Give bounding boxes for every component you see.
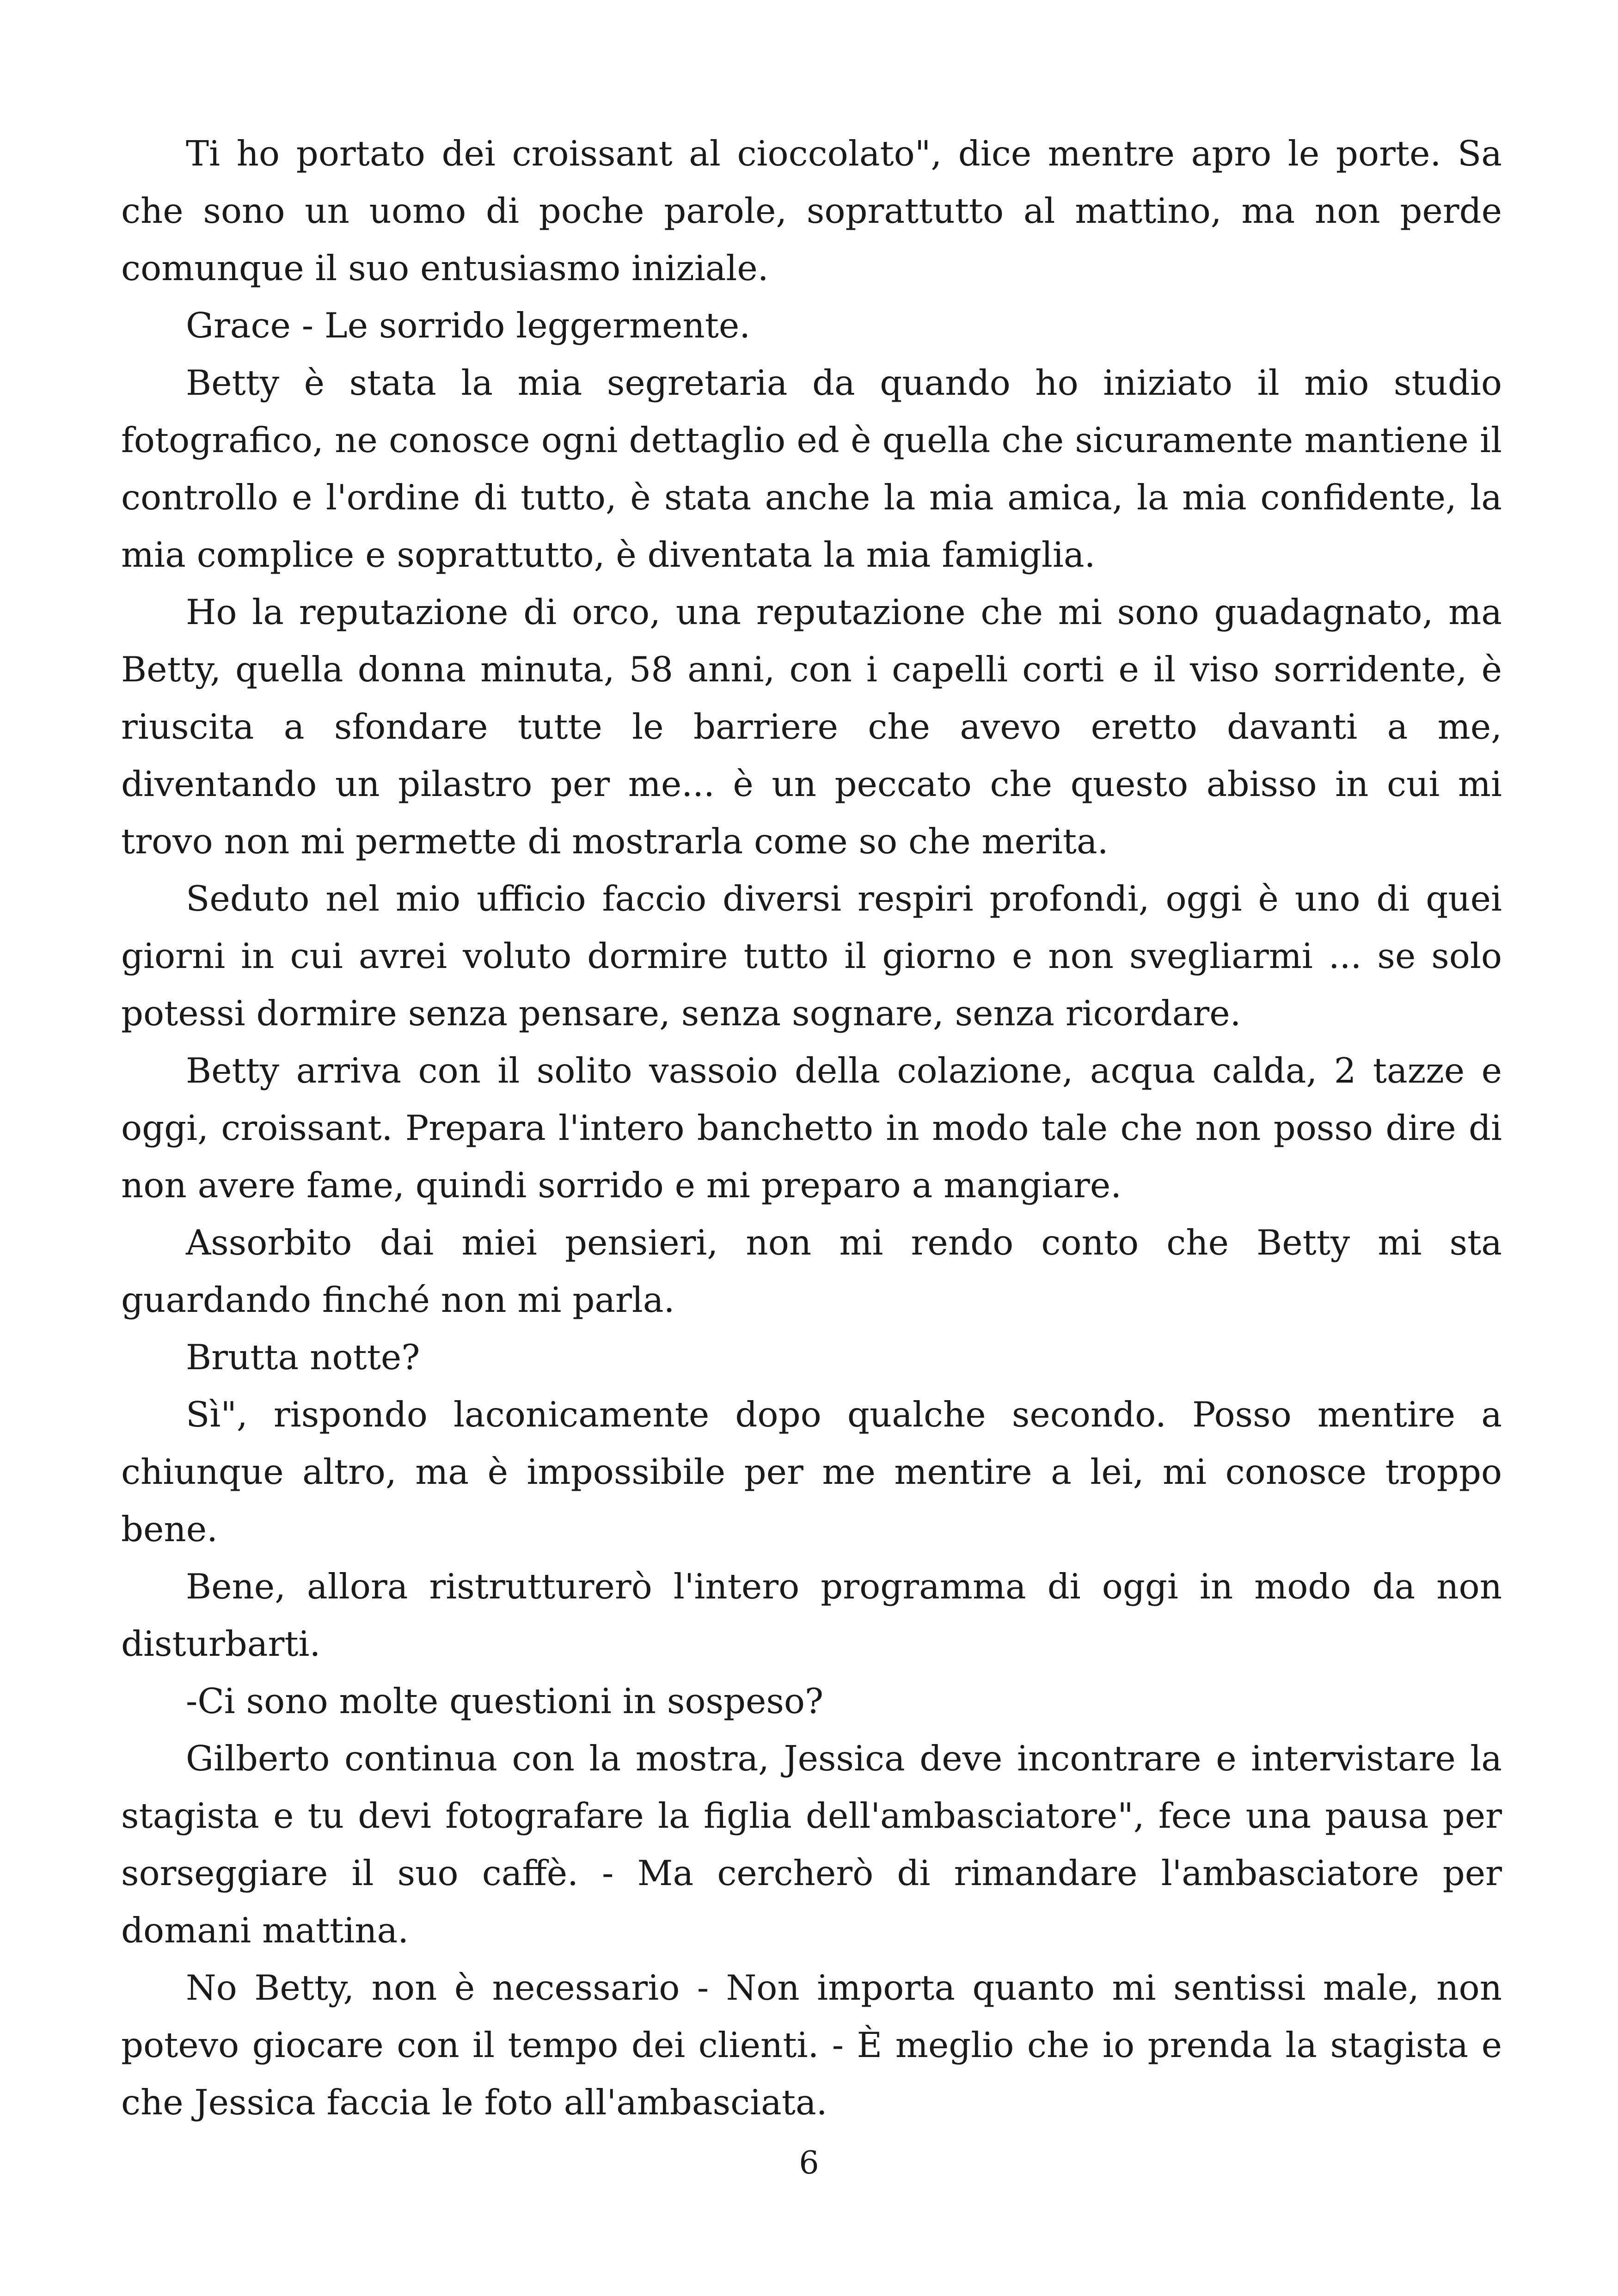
paragraph: Seduto nel mio ufficio faccio diversi respiri profondi, oggi è uno di quei giorni in cui avrei voluto dormire tutto il giorno e non svegliarmi ... se solo potessi dormire senza pensare, senza sognare, senza ricordare. — [121, 878, 1502, 1034]
paragraph: Betty arriva con il solito vassoio della colazione, acqua calda, 2 tazze e oggi, croissant. Prepara l'intero banchetto in modo tale che non posso dire di non avere fame, quindi sorrido e mi preparo a mangiare. — [121, 1050, 1502, 1206]
paragraph: Bene, allora ristrutturerò l'intero programma di oggi in modo da non disturbarti. — [121, 1566, 1502, 1664]
page-number: 6 — [799, 2145, 819, 2181]
paragraph: Grace - Le sorrido leggermente. — [186, 305, 751, 346]
paragraph: Ho la reputazione di orco, una reputazione che mi sono guadagnato, ma Betty, quella donna minuta, 58 anni, con i capelli corti e il viso sorridente, è riuscita a sfondare tutte le barriere che avevo eretto davanti a me, diventando un pilastro per me... è un peccato che questo abisso in cui mi trovo non mi permette di mostrarla come so che merita. — [121, 592, 1502, 862]
page-body — [121, 125, 1502, 2131]
paragraph: Brutta notte? — [186, 1337, 420, 1378]
paragraph: Sì", rispondo laconicamente dopo qualche secondo. Posso mentire a chiunque altro, ma è impossibile per me mentire a lei, mi conosce troppo bene. — [121, 1394, 1502, 1549]
paragraph: Gilberto continua con la mostra, Jessica deve incontrare e intervistare la stagista e tu devi fotografare la figlia dell'ambasciatore", fece una pausa per sorseggiare il suo caffè. - Ma cercherò di rimandare l'ambasciatore per domani mattina. — [121, 1738, 1502, 1951]
paragraph: -Ci sono molte questioni in sospeso? — [186, 1681, 824, 1721]
paragraph: Assorbito dai miei pensieri, non mi rendo conto che Betty mi sta guardando finché non mi parla. — [121, 1222, 1502, 1320]
paragraph: No Betty, non è necessario - Non importa quanto mi sentissi male, non potevo giocare con il tempo dei clienti. - È meglio che io prenda la stagista e che Jessica faccia le foto all'ambasciata. — [121, 1967, 1502, 2123]
paragraph: Betty è stata la mia segretaria da quando ho iniziato il mio studio fotografico, ne conosce ogni dettaglio ed è quella che sicuramente mantiene il controllo e l'ordine di tutto, è stata anche la mia amica, la mia confidente, la mia complice e soprattutto, è diventata la mia famiglia. — [121, 362, 1502, 575]
paragraph: Ti ho portato dei croissant al cioccolato", dice mentre apro le porte. Sa che sono un uomo di poche parole, soprattutto al mattino, ma non perde comunque il suo entusiasmo iniziale. — [121, 133, 1502, 288]
